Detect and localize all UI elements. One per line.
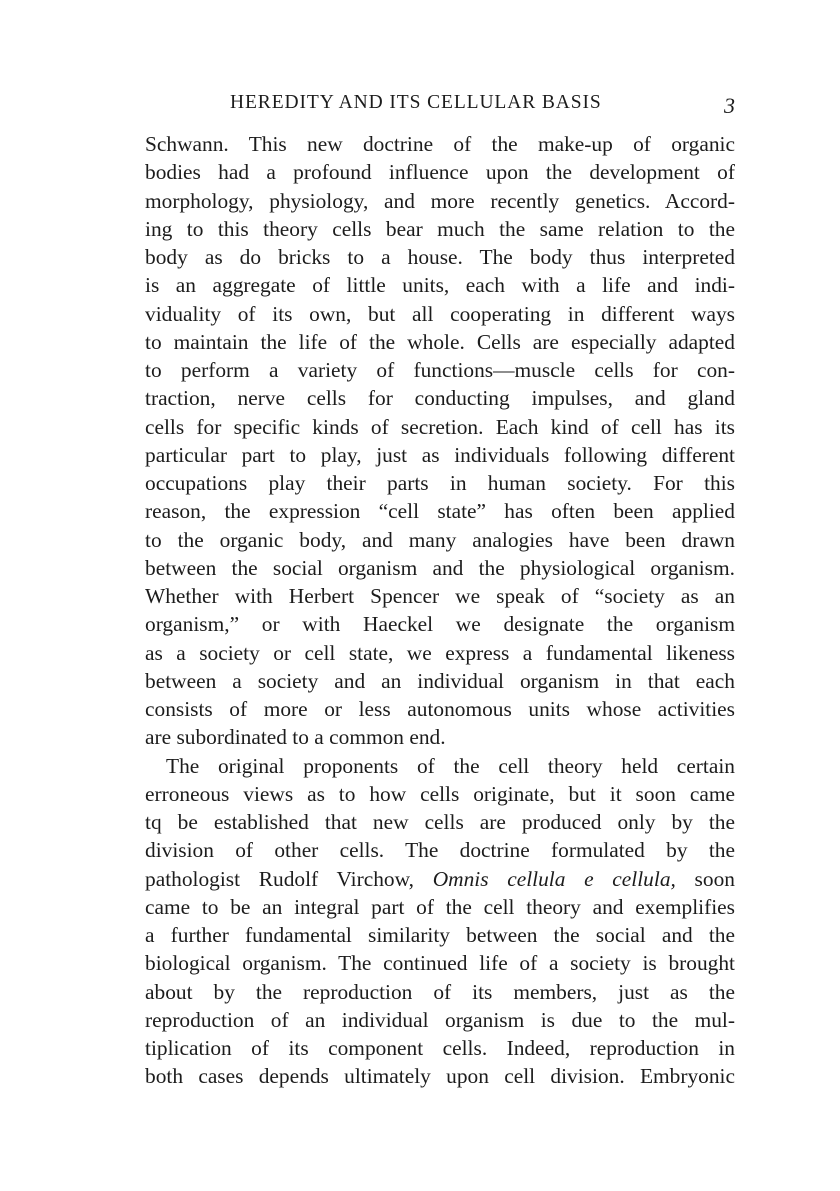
text-segment: pathologist Rudolf Virchow, xyxy=(145,866,414,891)
body-text xyxy=(145,130,735,1091)
text-line: to the organic body, and many analogies have been drawn xyxy=(145,527,735,552)
text-line: organism,” or with Haeckel we designate the organism xyxy=(145,612,735,637)
text-line: both cases depends ultimately upon cell division. Embryonic xyxy=(145,1064,735,1089)
text-line: ing to this theory cells bear much the same relation to the xyxy=(145,216,735,241)
text-line: morphology, physiology, and more recently genetics. Accord- xyxy=(145,188,735,213)
text-line: as a society or cell state, we express a fundamental likeness xyxy=(145,640,735,665)
text-line: particular part to play, just as individuals following different xyxy=(145,442,735,467)
text-line: between a society and an individual organism in that each xyxy=(145,668,735,693)
text-line: came to be an integral part of the cell theory and exemplifies xyxy=(145,894,735,919)
text-line: a further fundamental similarity between the social and the xyxy=(145,923,735,947)
text-line: about by the reproduction of its members, just as the xyxy=(145,979,735,1004)
text-line: to maintain the life of the whole. Cells are especially adapted xyxy=(145,329,735,354)
text-line: tiplication of its component cells. Indeed, reproduction in xyxy=(145,1036,735,1060)
latin-phrase: Omnis cellula e cellula, xyxy=(432,866,676,891)
text-line: reason, the expression “cell state” has often been applied xyxy=(145,499,735,524)
text-line: Schwann. This new doctrine of the make-up of organic xyxy=(145,132,735,156)
text-line: division of other cells. The doctrine formulated by the xyxy=(145,838,735,863)
text-line: body as do bricks to a house. The body thus interpreted xyxy=(145,245,735,269)
text-line: traction, nerve cells for conducting impulses, and gland xyxy=(145,386,735,411)
text-line: biological organism. The continued life of a society is brought xyxy=(145,951,735,976)
text-line: tq be established that new cells are produced only by the xyxy=(145,810,735,834)
page-number: 3 xyxy=(724,93,735,118)
text-line: erroneous views as to how cells originate, but it soon came xyxy=(145,781,735,806)
paragraph-start-line: The original proponents of the cell theory held certain xyxy=(166,753,735,778)
text-line: viduality of its own, but all cooperating in different ways xyxy=(145,301,735,326)
text-line: reproduction of an individual organism is due to the mul- xyxy=(145,1007,735,1032)
running-title: HEREDITY AND ITS CELLULAR BASIS xyxy=(230,92,602,113)
text-line: consists of more or less autonomous units whose activities xyxy=(145,697,735,721)
text-line: occupations play their parts in human society. For this xyxy=(145,471,735,495)
text-line: bodies had a profound influence upon the development of xyxy=(145,160,735,185)
text-line: Whether with Herbert Spencer we speak of “society as an xyxy=(145,584,735,608)
text-line: are subordinated to a common end. xyxy=(145,725,446,750)
text-line: is an aggregate of little units, each with a life and indi- xyxy=(145,273,735,298)
text-line: to perform a variety of functions—muscle cells for con- xyxy=(145,358,735,382)
text-segment: soon xyxy=(694,866,735,891)
text-line: cells for specific kinds of secretion. Each kind of cell has its xyxy=(145,414,735,439)
text-line: between the social organism and the physiological organism. xyxy=(145,555,735,580)
text-line-with-latin xyxy=(145,865,735,893)
running-head xyxy=(145,88,735,118)
